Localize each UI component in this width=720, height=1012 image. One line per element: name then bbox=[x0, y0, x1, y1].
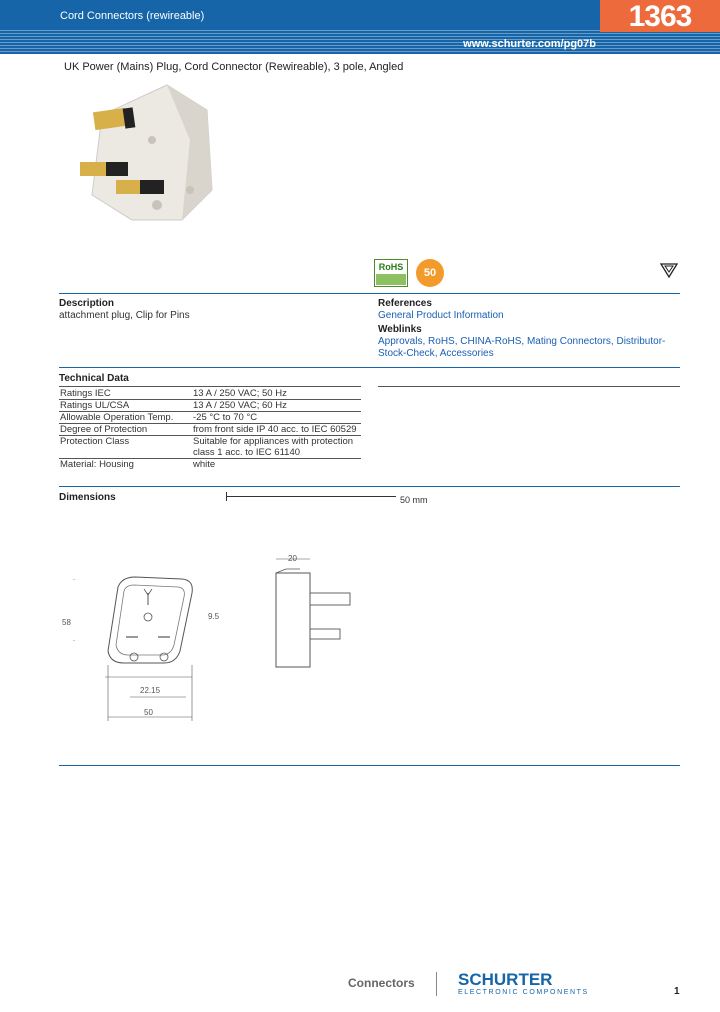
references-heading: References bbox=[378, 298, 432, 309]
kitemark-icon bbox=[660, 262, 678, 278]
scale-label: 50 mm bbox=[400, 495, 428, 505]
dim-width-label: 50 bbox=[144, 708, 153, 717]
tech-key: Material: Housing bbox=[60, 459, 134, 470]
tech-value: 13 A / 250 VAC; 50 Hz bbox=[192, 388, 361, 400]
divider bbox=[59, 293, 680, 294]
schurter-logo-subtitle: ELECTRONIC COMPONENTS bbox=[458, 989, 589, 996]
category-title: Cord Connectors (rewireable) bbox=[60, 10, 205, 22]
divider bbox=[59, 367, 680, 368]
table-row bbox=[59, 400, 361, 412]
header-url-link[interactable]: www.schurter.com/pg07b bbox=[463, 38, 596, 50]
rohs-badge bbox=[374, 259, 408, 287]
weblink-approvals[interactable]: Approvals bbox=[378, 336, 423, 347]
tech-key: Protection Class bbox=[59, 436, 192, 459]
page-number: 1 bbox=[674, 986, 680, 997]
weblink-mating-connectors[interactable]: Mating Connectors bbox=[526, 336, 611, 347]
technical-data-table bbox=[59, 388, 361, 470]
weblink-china-rohs[interactable]: CHINA-RoHS bbox=[460, 336, 522, 347]
general-info-link[interactable]: General Product Information bbox=[378, 310, 504, 321]
product-number: 1363 bbox=[600, 0, 720, 32]
weblink-accessories[interactable]: Accessories bbox=[439, 348, 494, 359]
table-row bbox=[59, 424, 361, 436]
tech-value: Suitable for appliances with protection class 1 acc. to IEC 61140 bbox=[192, 436, 361, 459]
table-row bbox=[59, 388, 361, 400]
tech-key: Allowable Operation Temp. bbox=[59, 412, 192, 424]
tech-key: Degree of Protection bbox=[59, 424, 192, 436]
weblinks-heading: Weblinks bbox=[378, 324, 422, 335]
divider bbox=[59, 765, 680, 766]
technical-data-heading: Technical Data bbox=[59, 373, 129, 384]
tech-value: 13 A / 250 VAC; 60 Hz bbox=[192, 400, 361, 412]
tech-value: white bbox=[193, 459, 216, 470]
schurter-logo: SCHURTER bbox=[458, 970, 553, 989]
dim-pin-spacing-label: 22.15 bbox=[140, 686, 161, 695]
tech-key: Ratings UL/CSA bbox=[59, 400, 192, 412]
weblink-distributor-stock-check[interactable]: Distributor-Stock-Check bbox=[378, 336, 666, 359]
divider bbox=[378, 386, 680, 387]
product-subtitle: UK Power (Mains) Plug, Cord Connector (Rewireable), 3 pole, Angled bbox=[64, 61, 404, 73]
footer-separator bbox=[436, 972, 437, 996]
weblinks-list: Approvals, RoHS, CHINA-RoHS, Mating Connectors, Distributor-Stock-Check, Accessories bbox=[378, 336, 666, 359]
rohs-label: RoHS bbox=[378, 262, 404, 272]
table-row bbox=[59, 412, 361, 424]
tech-value: -25 °C to 70 °C bbox=[192, 412, 361, 424]
dim-height-label: 58 bbox=[62, 618, 71, 627]
dimension-drawing bbox=[60, 545, 370, 725]
scale-bar bbox=[226, 496, 396, 497]
tech-value: from front side IP 40 acc. to IEC 60529 bbox=[192, 424, 361, 436]
table-row bbox=[59, 436, 361, 459]
weblink-rohs[interactable]: RoHS bbox=[428, 336, 455, 347]
table-row bbox=[59, 459, 361, 471]
divider bbox=[59, 386, 361, 387]
description-heading: Description bbox=[59, 298, 115, 309]
rohs-stripe bbox=[376, 274, 406, 285]
description-text: attachment plug, Clip for Pins bbox=[59, 310, 190, 321]
footer-category: Connectors bbox=[348, 976, 415, 990]
tech-key: Ratings IEC bbox=[59, 388, 192, 400]
dim-depth-label: 20 bbox=[288, 554, 297, 563]
china-rohs-badge: 50 bbox=[416, 259, 444, 287]
divider bbox=[59, 486, 680, 487]
dimensions-heading: Dimensions bbox=[59, 492, 116, 503]
product-photo bbox=[72, 80, 222, 230]
dim-pin-offset-label: 9.5 bbox=[208, 612, 220, 621]
header-stripes bbox=[0, 30, 720, 54]
